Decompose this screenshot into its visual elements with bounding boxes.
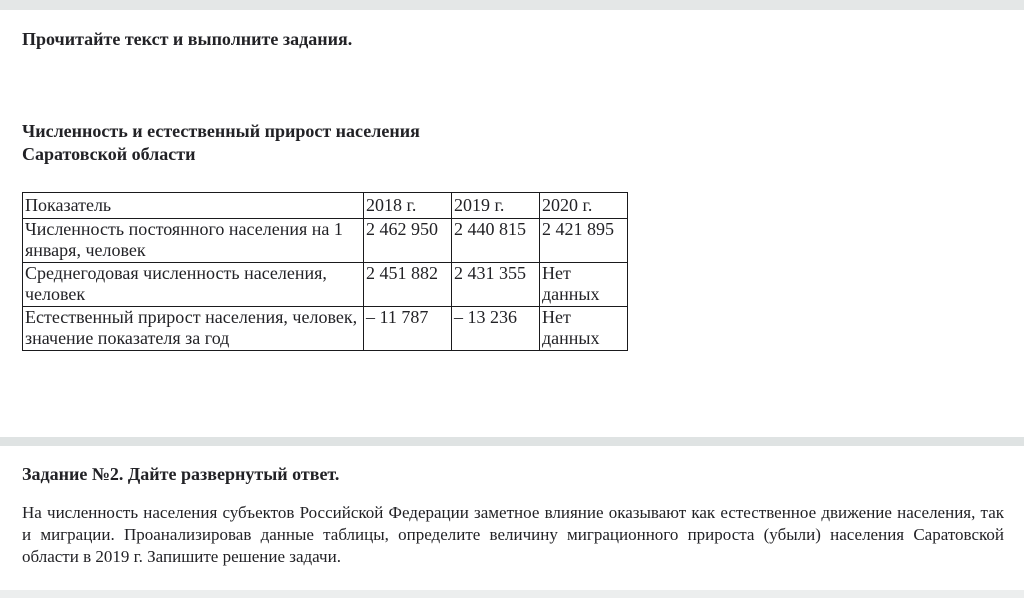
col-header-indicator: Показатель: [23, 193, 364, 219]
value-cell-2020: Нет данных: [540, 263, 628, 307]
table-title: [22, 120, 1004, 166]
value-cell-2018: 2 451 882: [364, 263, 452, 307]
col-header-2018: 2018 г.: [364, 193, 452, 219]
value-cell-2019: 2 440 815: [452, 219, 540, 263]
table-header-row: [23, 193, 628, 219]
task-body-text: На численность населения субъектов Российской Федерации заметное влияние оказывают как естественное движение населения, так и миграции. Проанализировав данные таблицы, определите величину миграционного прироста (убыли) населения Саратовской области в 2019 г. Запишите решение задачи.: [22, 503, 1004, 566]
table-title-line2: Саратовской области: [22, 144, 196, 164]
table-title-line1: Численность и естественный прирост населения: [22, 121, 420, 141]
population-table: [22, 192, 628, 351]
value-cell-2020: 2 421 895: [540, 219, 628, 263]
value-cell-2020: Нет данных: [540, 307, 628, 351]
page-gap-divider: [0, 437, 1024, 446]
value-cell-2019: – 13 236: [452, 307, 540, 351]
table-row-natural-increase: [23, 307, 628, 351]
indicator-cell: Среднегодовая численность населения, человек: [23, 263, 364, 307]
table-row-average-population: [23, 263, 628, 307]
task-heading: Задание №2. Дайте развернутый ответ.: [22, 464, 340, 484]
col-header-2020: 2020 г.: [540, 193, 628, 219]
value-cell-2018: – 11 787: [364, 307, 452, 351]
task-section: [0, 463, 1024, 568]
table-row-population-jan1: [23, 219, 628, 263]
value-cell-2019: 2 431 355: [452, 263, 540, 307]
col-header-2019: 2019 г.: [452, 193, 540, 219]
indicator-cell: Естественный прирост населения, человек, значение показателя за год: [23, 307, 364, 351]
indicator-cell: Численность постоянного населения на 1 января, человек: [23, 219, 364, 263]
page-gap-bottom: [0, 590, 1024, 598]
page-gap-top: [0, 0, 1024, 10]
instruction-heading: Прочитайте текст и выполните задания.: [22, 29, 353, 49]
value-cell-2018: 2 462 950: [364, 219, 452, 263]
reading-section: [0, 28, 1024, 351]
